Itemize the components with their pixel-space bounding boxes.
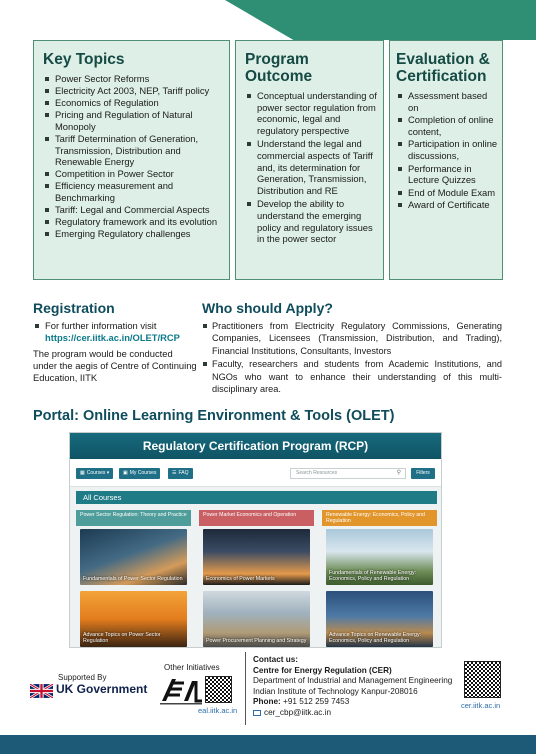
list-item: Tariff: Legal and Commercial Aspects <box>43 204 223 216</box>
course-tile[interactable] <box>203 529 310 585</box>
course-tile[interactable] <box>80 591 187 647</box>
cer-url[interactable]: cer.iitk.ac.in <box>461 701 501 710</box>
list-item: Develop the ability to understand the emerging policy and regulatory issues in the power sector <box>245 198 379 244</box>
program-outcome-box <box>235 40 384 280</box>
all-courses-bar: All Courses <box>76 491 437 504</box>
courses-label: Courses <box>86 470 106 476</box>
course-tile-label: Economics of Power Markets <box>206 576 275 582</box>
program-outcome-list <box>245 90 379 245</box>
registration-link[interactable]: https://cer.iitk.ac.in/OLET/RCP <box>45 332 180 343</box>
contact-department: Department of Industrial and Management Engineering <box>253 676 453 686</box>
uk-flag-icon <box>30 684 53 698</box>
list-item: Award of Certificate <box>396 199 498 211</box>
contact-phone-row <box>253 697 452 708</box>
list-item: Power Sector Reforms <box>43 73 223 85</box>
key-topics-list <box>43 73 223 240</box>
course-column-power-market <box>199 510 314 644</box>
list-item: Conceptual understanding of power sector regulation from economic, legal and regulatory perspective <box>245 90 379 136</box>
who-should-apply-title: Who should Apply? <box>202 300 333 316</box>
contact-institute: Indian Institute of Technology Kanpur-208016 <box>253 686 418 696</box>
footer-band <box>0 735 536 754</box>
course-tile-label: Fundamentals of Power Sector Regulation <box>83 576 183 582</box>
registration-info-text: For further information visit <box>45 320 157 331</box>
search-placeholder: Search Resources <box>296 470 338 476</box>
course-tile[interactable] <box>203 591 310 647</box>
evaluation-list <box>396 90 498 211</box>
eal-qr-code-icon <box>205 676 232 703</box>
faq-button[interactable] <box>168 468 193 479</box>
portal-header: Regulatory Certification Program (RCP) <box>70 433 441 459</box>
key-topics-title: Key Topics <box>43 51 125 68</box>
filters-button[interactable]: Filters <box>411 468 435 479</box>
course-tile-label: Fundamentals of Renewable Energy: Economics, Policy and Regulation <box>329 570 417 582</box>
question-icon: ☰ <box>172 470 177 476</box>
list-item: Understand the legal and commercial aspects of Tariff and, its determination for Generation, Transmission, Distribution and RE <box>245 138 379 196</box>
evaluation-box <box>389 40 503 280</box>
key-topics-box <box>33 40 230 280</box>
eal-logo-icon <box>158 675 204 707</box>
portal-nav <box>70 459 441 487</box>
list-item: Tariff Determination of Generation, Transmission, Distribution and Renewable Energy <box>43 133 223 168</box>
faq-label: FAQ <box>178 470 189 476</box>
registration-title: Registration <box>33 300 115 316</box>
list-item: Performance in Lecture Quizzes <box>396 163 498 186</box>
registration-info <box>33 320 198 344</box>
grid-icon: ▦ <box>80 470 85 476</box>
uk-government-label: UK Government <box>56 682 148 696</box>
other-initiatives-label: Other Initiatives <box>164 663 220 672</box>
course-column-power-sector <box>76 510 191 644</box>
contact-email[interactable]: cer_cbp@iitk.ac.in <box>264 707 332 717</box>
column-heading: Renewable Energy: Economics, Policy and Regulation <box>322 510 437 526</box>
portal-screenshot <box>69 432 442 648</box>
who-should-apply-list <box>202 320 502 396</box>
supported-by-label: Supported By <box>58 673 107 682</box>
contact-centre: Centre for Energy Regulation (CER) <box>253 665 392 675</box>
contact-block <box>253 655 452 719</box>
course-tile-label: Advance Topics on Renewable Energy: Economics, Policy and Regulation <box>329 632 422 644</box>
registration-note: The program would be conducted under the aegis of Centre of Continuing Education, IITK <box>33 348 197 383</box>
list-item: Assessment based on <box>396 90 498 113</box>
book-icon: ▣ <box>123 470 128 476</box>
cer-qr-code-icon <box>464 661 501 698</box>
list-item: Competition in Power Sector <box>43 168 223 180</box>
list-item: Electricity Act 2003, NEP, Tariff policy <box>43 85 223 97</box>
list-item: Emerging Regulatory challenges <box>43 228 223 240</box>
search-icon: ⚲ <box>396 470 401 476</box>
decorative-corner-band <box>225 0 536 40</box>
evaluation-title: Evaluation & Certification <box>396 51 490 85</box>
course-tile[interactable] <box>80 529 187 585</box>
course-tile[interactable] <box>326 591 433 647</box>
column-heading: Power Sector Regulation: Theory and Practice <box>76 510 191 526</box>
my-courses-label: My Courses <box>129 470 157 476</box>
list-item: Regulatory framework and its evolution <box>43 216 223 228</box>
footer-divider <box>245 652 246 725</box>
course-column-renewable <box>322 510 437 644</box>
search-input[interactable] <box>290 468 406 479</box>
list-item: Pricing and Regulation of Natural Monopoly <box>43 109 223 132</box>
list-item: Practitioners from Electricity Regulatory Commissions, Generating Companies, Licensees (Transmission, Distribution, and Trading), Financial Institutions, Consultants, Investors <box>202 320 502 357</box>
column-heading: Power Market Economics and Operation <box>199 510 314 526</box>
contact-phone: +91 512 259 7453 <box>283 697 350 707</box>
list-item: Completion of online content, <box>396 114 498 137</box>
registration-body <box>33 320 198 384</box>
course-tile-label: Power Procurement Planning and Strategy <box>206 638 307 644</box>
list-item: Participation in online discussions, <box>396 138 498 161</box>
course-tile-label: Advance Topics on Power Sector Regulation <box>83 632 161 644</box>
phone-label: Phone: <box>253 697 281 707</box>
contact-email-row <box>253 708 452 719</box>
list-item: Efficiency measurement and Benchmarking <box>43 180 223 203</box>
list-item: Faculty, researchers and students from Academic Institutions, and NGOs who want to enhance their understanding of this multi-disciplinary area. <box>202 358 502 395</box>
my-courses-button[interactable] <box>119 468 160 479</box>
mail-icon <box>253 710 261 716</box>
course-tile[interactable] <box>326 529 433 585</box>
eal-url[interactable]: eal.iitk.ac.in <box>198 706 238 715</box>
program-outcome-title: Program Outcome <box>245 51 313 85</box>
portal-title: Portal: Online Learning Environment & Tools (OLET) <box>33 408 395 424</box>
list-item: Economics of Regulation <box>43 97 223 109</box>
contact-label: Contact us: <box>253 655 299 664</box>
list-item: End of Module Exam <box>396 187 498 199</box>
courses-button[interactable]: ▦ Courses ▾ <box>76 468 113 479</box>
